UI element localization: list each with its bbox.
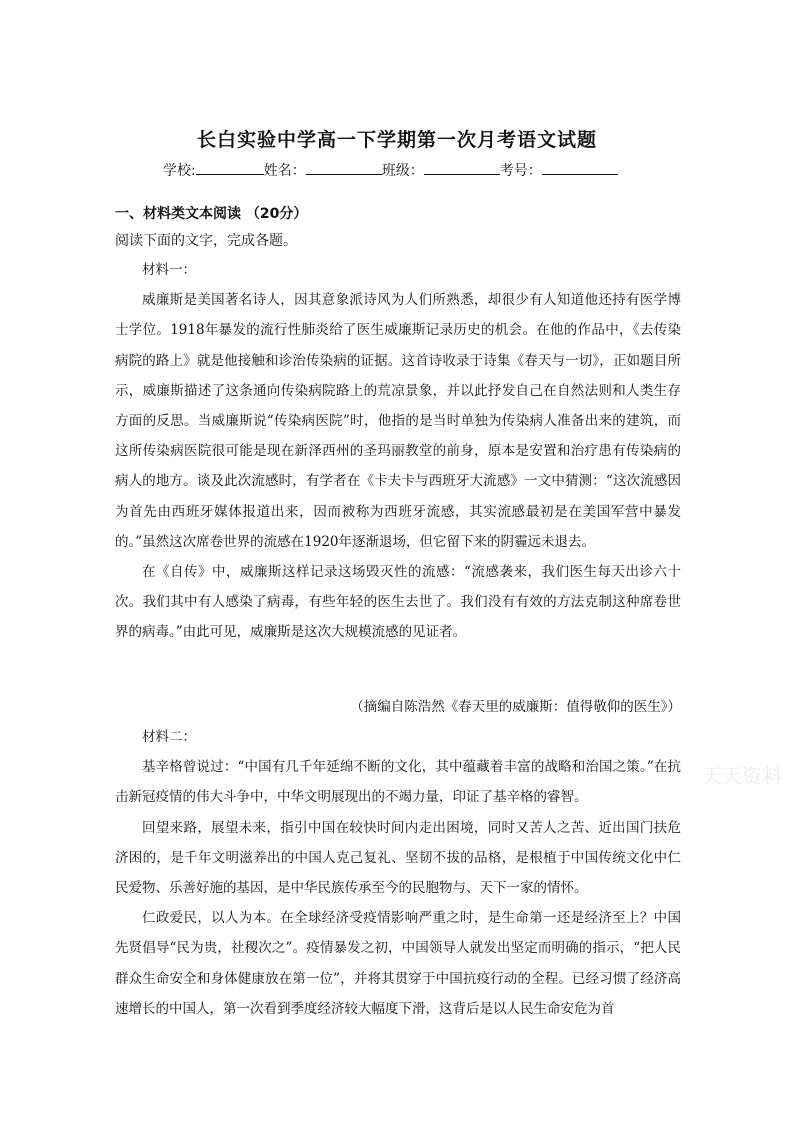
- name-label: 姓名：: [263, 163, 306, 179]
- section-instruction: 阅读下面的文字，完成各题。: [115, 233, 297, 249]
- name-blank[interactable]: [306, 160, 382, 175]
- school-blank[interactable]: [196, 160, 264, 175]
- material-two-paragraph: 回望来路，展望未来，指引中国在较快时间内走出困境，同时又苦人之苦、近出国门扶危济困的，是千年文明滋养出的中国人克己复礼、坚韧不拔的品格，是根植于中国传统文化中仁民爱物、乐善好施的基因，是中华民族传承至今的民胞物与、天下一家的情怀。: [115, 819, 681, 897]
- material-one-paragraph: 威廉斯是美国著名诗人，因其意象派诗风为人们所熟悉，却很少有人知道他还持有医学博士学位。1918年暴发的流行性肺炎给了医生威廉斯记录历史的机会。在他的作品中，《去传染病院的路上》就是他接触和诊治传染病的证据。这首诗收录于诗集《春天与一切》，正如题目所示，威廉斯描述了这条通向传染病院路上的荒凉景象，并以此抒发自己在自然法则和人类生存方面的反思。当威廉斯说“传染病医院”时，他指的是当时单独为传染病人准备出来的建筑，而这所传染病医院很可能是现在新泽西州的圣玛丽教堂的前身，原本是安置和治疗患有传染病的病人的地方。谈及此次流感时，有学者在《卡夫卡与西班牙大流感》一文中猜测：“这次流感因为首先由西班牙媒体报道出来，因而被称为西班牙流感，其实流感最初是在美国军营中暴发的。”虽然这次席卷世界的流感在1920年逐渐退场，但它留下来的阴霾远未退去。: [115, 292, 681, 550]
- class-blank[interactable]: [424, 160, 500, 175]
- school-label: 学校:: [163, 163, 196, 179]
- material-one-citation: （摘编自陈浩然《春天里的威廉斯：值得敬仰的医生》）: [350, 699, 681, 715]
- material-one-label: 材料一：: [142, 262, 196, 278]
- watermark: 天天资料: [702, 764, 782, 788]
- material-two-paragraph: 基辛格曾说过：“中国有几千年延绵不断的文化，其中蕴藏着丰富的战略和治国之策。”在抗击新冠疫情的伟大斗争中，中华文明展现出的不竭力量，印证了基辛格的睿智。: [115, 759, 681, 806]
- material-two-paragraph: 仁政爱民，以人为本。在全球经济受疫情影响严重之时，是生命第一还是经济至上？中国先贤倡导“民为贵，社稷次之”。疫情暴发之初，中国领导人就发出坚定而明确的指示，“把人民群众生命安全和身体健康放在第一位”，并将其贯穿于中国抗疫行动的全程。已经习惯了经济高速增长的中国人，第一次看到季度经济较大幅度下滑，这背后是以人民生命安危为首: [115, 910, 681, 1017]
- material-one-paragraph: 在《自传》中，威廉斯这样记录这场毁灭性的流感：“流感袭来，我们医生每天出诊六十次。我们其中有人感染了病毒，有些年轻的医生去世了。我们没有有效的方法克制这种席卷世界的病毒。”由此可见，威廉斯是这次大规模流感的见证者。: [115, 564, 681, 641]
- exam-title: 长白实验中学高一下学期第一次月考语文试题: [196, 129, 597, 151]
- material-two-label: 材料二：: [142, 729, 196, 745]
- material-one: [115, 255, 681, 648]
- number-label: 考号：: [499, 163, 542, 179]
- student-info-line: [163, 160, 618, 180]
- section-heading: 一、材料类文本阅读 （20分）: [115, 206, 308, 222]
- class-label: 班级：: [381, 163, 424, 179]
- number-blank[interactable]: [542, 160, 618, 175]
- material-two: [115, 722, 681, 1024]
